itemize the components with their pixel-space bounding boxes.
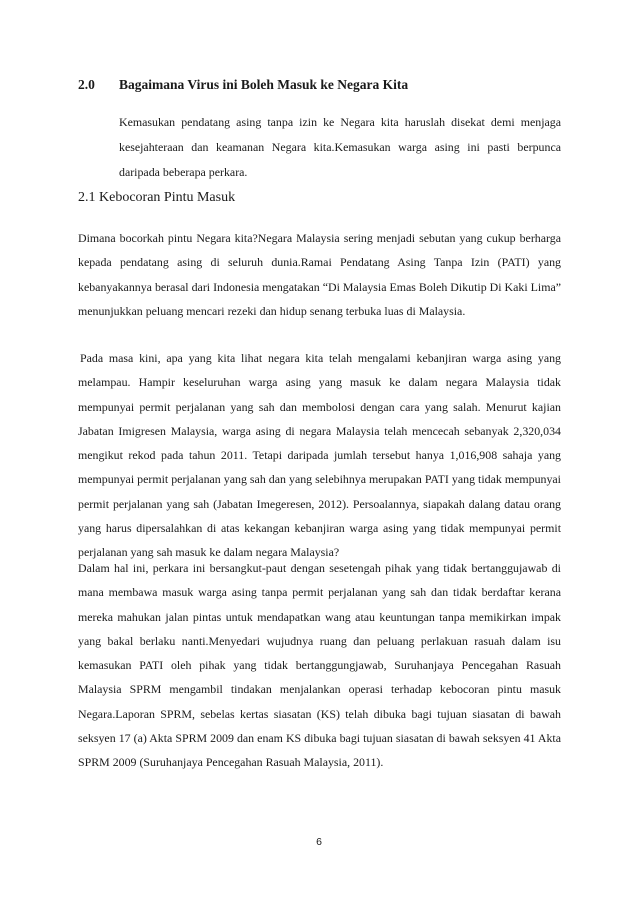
section-heading <box>78 77 408 93</box>
page-number: 6 <box>316 836 322 848</box>
section-intro-paragraph: Kemasukan pendatang asing tanpa izin ke Negara kita haruslah disekat demi menjaga kesejahteraan dan keamanan Negara kita.Kemasukan warga asing ini pasti berpunca daripada beberapa perkara. <box>119 115 561 179</box>
body-paragraph-2: Pada masa kini, apa yang kita lihat negara kita telah mengalami kebanjiran warga asing yang melampau. Hampir keseluruhan warga asing yang masuk ke dalam negara Malaysia tidak mempunyai permit perjalanan yang sah dan membolosi dengan cara yang salah. Menurut kajian Jabatan Imigresen Malaysia, warga asing di negara Malaysia telah mencecah sebanyak 2,320,034 mengikut rekod pada tahun 2011. Tetapi daripada jumlah tersebut hanya 1,016,908 sahaja yang mempunyai permit perjalanan yang sah dan yang selebihnya merupakan PATI yang tidak mempunyai permit perjalanan yang sah (Jabatan Imegeresen, 2012). Persoalannya, siapakah dalang datau orang yang harus dipersalahkan di atas kekangan kebanjiran warga asing yang tidak mempunyai permit perjalanan yang sah masuk ke dalam negara Malaysia? <box>78 351 561 560</box>
section-title: Bagaimana Virus ini Boleh Masuk ke Negara Kita <box>119 77 409 92</box>
body-paragraph-3: Dalam hal ini, perkara ini bersangkut-paut dengan sesetengah pihak yang tidak bertanggujawab di mana membawa masuk warga asing tanpa permit perjalanan yang sah dan tidak berdaftar kerana mereka mahukan jalan pintas untuk mendapatkan wang atau keuntungan tanpa memikirkan impak yang bakal berlaku nanti.Menyedari wujudnya ruang dan peluang perlakuan rasuah dalam isu kemasukan PATI oleh pihak yang tidak bertanggungjawab, Suruhanjaya Pencegahan Rasuah Malaysia SPRM mengambil tindakan menjalankan operasi terhadap kebocoran pintu masuk Negara.Laporan SPRM, sebelas kertas siasatan (KS) telah dibuka bagi tujuan siasatan di bawah seksyen 17 (a) Akta SPRM 2009 dan enam KS dibuka bagi tujuan siasatan di bawah seksyen 41 Akta SPRM 2009 (Suruhanjaya Pencegahan Rasuah Malaysia, 2011). <box>78 561 561 770</box>
subsection-heading: 2.1 Kebocoran Pintu Masuk <box>78 190 236 205</box>
body-paragraph-1: Dimana bocorkah pintu Negara kita?Negara Malaysia sering menjadi sebutan yang cukup berharga kepada pendatang asing di seluruh dunia.Ramai Pendatang Asing Tanpa Izin (PATI) yang kebanyakannya berasal dari Indonesia mengatakan “Di Malaysia Emas Boleh Dikutip Di Kaki Lima” menunjukkan peluang mencari rezeki dan hidup senang terbuka luas di Malaysia. <box>78 231 561 318</box>
section-number: 2.0 <box>78 77 95 92</box>
